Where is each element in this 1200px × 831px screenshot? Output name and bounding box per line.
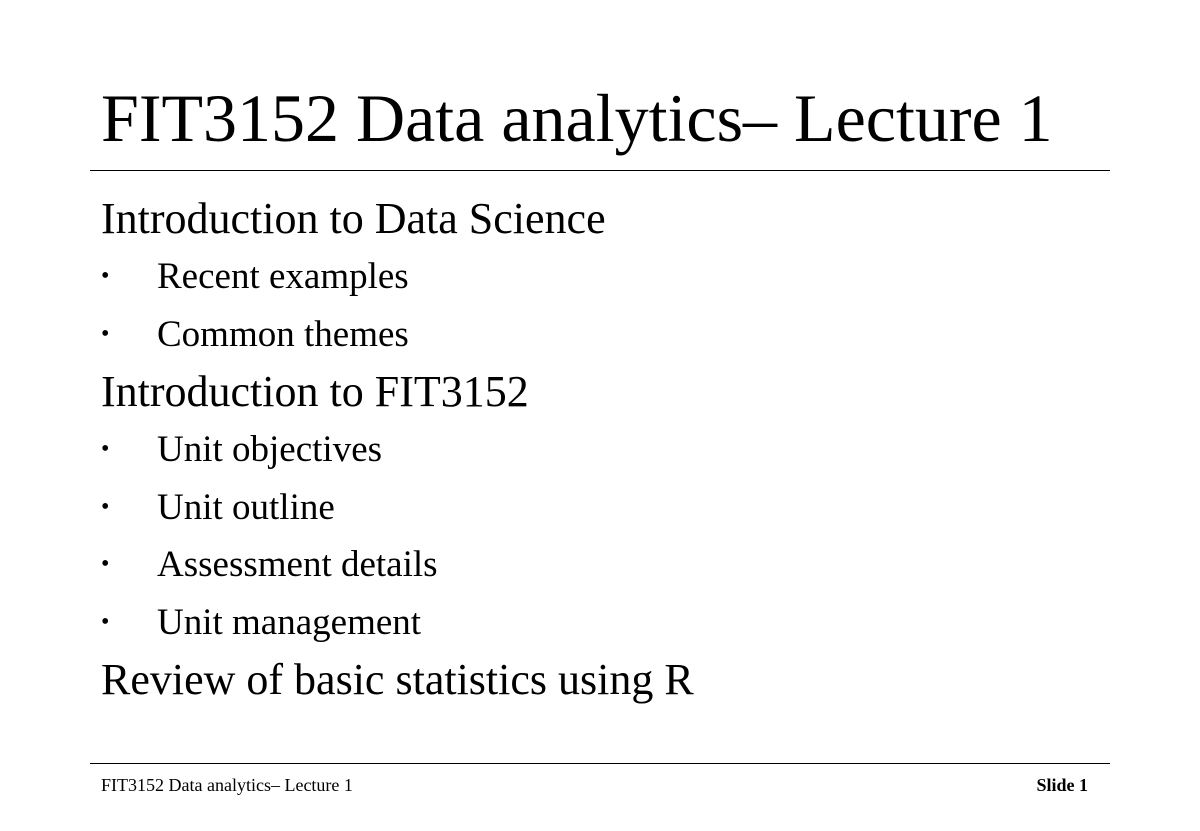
section-heading: Introduction to Data Science xyxy=(101,194,606,243)
bullet-icon: • xyxy=(101,436,110,462)
bullet-icon: • xyxy=(101,320,110,347)
bullet-text: Unit outline xyxy=(157,486,335,528)
title-divider xyxy=(90,170,1110,171)
footer-divider xyxy=(90,763,1110,764)
bullet-text: Common themes xyxy=(157,313,409,355)
bullet-item xyxy=(101,536,1101,594)
section-review-statistics xyxy=(101,651,1101,709)
slide-title: FIT3152 Data analytics– Lecture 1 xyxy=(101,80,1053,156)
bullet-item xyxy=(101,306,1101,364)
bullet-text: Recent examples xyxy=(157,256,409,297)
bullet-text: Assessment details xyxy=(157,544,438,585)
section-heading: Review of basic statistics using R xyxy=(101,655,694,704)
bullet-text: Unit management xyxy=(157,601,422,643)
bullet-icon: • xyxy=(101,493,110,520)
slide-content xyxy=(101,190,1101,709)
bullet-item xyxy=(101,479,1101,537)
section-heading: Introduction to FIT3152 xyxy=(101,367,529,416)
bullet-icon: • xyxy=(101,608,110,635)
bullet-item xyxy=(101,248,1101,306)
bullet-list xyxy=(101,421,1101,651)
bullet-icon: • xyxy=(101,551,110,577)
bullet-text: Unit objectives xyxy=(157,429,383,470)
bullet-item xyxy=(101,594,1101,652)
footer-title: FIT3152 Data analytics– Lecture 1 xyxy=(101,775,353,795)
bullet-list xyxy=(101,248,1101,363)
bullet-item xyxy=(101,421,1101,479)
section-intro-data-science xyxy=(101,190,1101,363)
bullet-icon: • xyxy=(101,263,110,289)
section-intro-fit3152 xyxy=(101,363,1101,651)
slide-number: Slide 1 xyxy=(1036,775,1088,795)
